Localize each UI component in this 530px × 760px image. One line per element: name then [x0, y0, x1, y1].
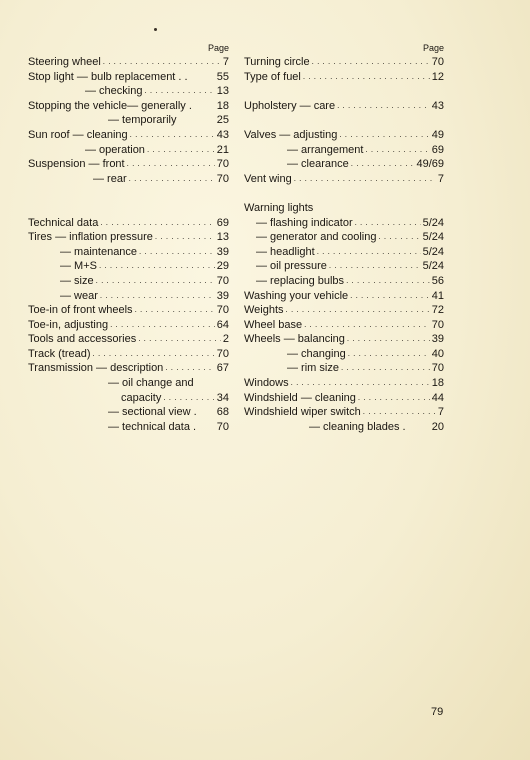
entry-page-number: 12	[431, 70, 444, 83]
dot-leader	[103, 54, 221, 70]
entry-page-number: 55	[216, 70, 229, 83]
dot-leader	[147, 142, 215, 158]
dot-leader	[100, 288, 215, 304]
entry-label: — rim size	[287, 362, 339, 375]
entry-page-number: 21	[216, 143, 229, 156]
dot-leader	[99, 258, 215, 274]
index-entry	[28, 274, 229, 289]
dot-leader	[93, 346, 215, 362]
index-entry	[28, 143, 229, 158]
entry-page-number: 69	[216, 216, 229, 229]
entry-label: Technical data	[28, 216, 99, 229]
dot-leader	[365, 142, 429, 158]
entry-label: — rear	[93, 172, 127, 185]
entry-page-number: 5/24	[422, 231, 444, 244]
entry-page-number: 7	[437, 172, 444, 185]
index-entry	[28, 391, 229, 406]
entry-label: — generator and cooling	[256, 231, 377, 244]
index-entry	[28, 99, 229, 114]
entry-page-number: 70	[431, 362, 444, 375]
entry-page-number: 18	[431, 377, 444, 390]
index-entry	[28, 230, 229, 245]
index-entry	[244, 274, 444, 289]
index-entry	[244, 318, 444, 333]
dot-leader	[130, 127, 215, 143]
spacer	[244, 186, 444, 201]
entry-page-number: 20	[431, 420, 444, 433]
entry-label: Transmission — description	[28, 362, 164, 375]
column-header-page: Page	[422, 43, 444, 53]
entry-label: — changing	[287, 347, 346, 360]
entry-page-number: 43	[216, 128, 229, 141]
entry-page-number: 13	[216, 85, 229, 98]
entry-label: Type of fuel	[244, 70, 301, 83]
index-entry	[244, 361, 444, 376]
index-entry	[28, 420, 229, 435]
index-entry	[244, 230, 444, 245]
index-entry	[244, 201, 444, 216]
index-entry	[244, 172, 444, 187]
ink-speck	[154, 28, 157, 31]
index-entry	[244, 259, 444, 274]
dot-leader	[303, 69, 430, 85]
index-column-left	[28, 41, 229, 434]
dot-leader	[138, 331, 221, 347]
entry-label: — oil change and	[108, 377, 194, 390]
entry-page-number: 70	[216, 172, 229, 185]
entry-page-number: 68	[216, 406, 229, 419]
spacer	[28, 201, 229, 216]
entry-label: Sun roof — cleaning	[28, 128, 128, 141]
entry-label: Windows	[244, 377, 289, 390]
index-entry	[244, 99, 444, 114]
index-entry	[28, 84, 229, 99]
entry-label: Turning circle	[244, 56, 310, 68]
entry-list-left	[28, 55, 229, 434]
entry-label: Washing your vehicle	[244, 289, 349, 302]
entry-page-number: 40	[431, 347, 444, 360]
entry-page-number: 13	[216, 231, 229, 244]
index-entry	[28, 245, 229, 260]
entry-label: Valves — adjusting	[244, 128, 338, 141]
entry-label: Toe-in of front wheels	[28, 304, 133, 317]
entry-page-number: 41	[431, 289, 444, 302]
entry-label: Steering wheel	[28, 56, 101, 68]
index-entry	[244, 289, 444, 304]
entry-page-number: 34	[216, 391, 229, 404]
dot-leader	[135, 302, 215, 318]
dot-leader	[350, 288, 430, 304]
entry-page-number: 72	[431, 304, 444, 317]
entry-page-number: 7	[437, 406, 444, 419]
index-entry	[244, 405, 444, 420]
entry-label: — flashing indicator	[256, 216, 353, 229]
dot-leader	[155, 229, 215, 245]
index-entry	[244, 303, 444, 318]
dot-leader	[286, 302, 430, 318]
entry-label: Windshield wiper switch	[244, 406, 361, 419]
entry-page-number: 18	[216, 99, 229, 112]
dot-leader	[337, 98, 430, 114]
entry-page-number: 43	[431, 99, 444, 112]
entry-label: Stop light — bulb replacement . .	[28, 70, 188, 83]
spacer	[244, 113, 444, 128]
index-entry	[28, 318, 229, 333]
entry-page-number: 70	[216, 420, 229, 433]
dot-leader	[339, 127, 429, 143]
entry-page-number: 7	[222, 56, 229, 68]
dot-leader	[127, 156, 215, 172]
entry-page-number: 56	[431, 274, 444, 287]
dot-leader	[291, 375, 430, 391]
entry-page-number: 5/24	[422, 216, 444, 229]
entry-label: Wheels — balancing	[244, 333, 345, 346]
entry-label: Weights	[244, 304, 284, 317]
index-entry	[244, 143, 444, 158]
index-entry	[244, 376, 444, 391]
dot-leader	[304, 317, 430, 333]
entry-label: — headlight	[256, 245, 315, 258]
entry-label: — clearance	[287, 158, 349, 171]
dot-leader	[312, 54, 430, 70]
index-entry	[244, 128, 444, 143]
dot-leader	[100, 215, 214, 231]
entry-page-number: 49	[431, 128, 444, 141]
column-header-page: Page	[207, 43, 229, 53]
dot-leader	[165, 360, 214, 376]
entry-label: Toe-in, adjusting	[28, 318, 109, 331]
dot-leader	[294, 171, 436, 187]
index-entry	[28, 55, 229, 70]
entry-list-right	[244, 55, 444, 434]
index-entry	[28, 376, 229, 391]
index-entry	[28, 289, 229, 304]
entry-page-number: 29	[216, 260, 229, 273]
index-entry	[244, 420, 444, 435]
index-entry	[28, 332, 229, 347]
index-entry	[28, 128, 229, 143]
entry-label: Windshield — cleaning	[244, 391, 356, 404]
entry-label: — wear	[60, 289, 98, 302]
index-entry	[28, 113, 229, 128]
dot-leader	[110, 317, 215, 333]
dot-leader	[358, 390, 430, 406]
index-entry	[244, 55, 444, 70]
index-entry	[28, 70, 229, 85]
entry-page-number: 70	[431, 318, 444, 331]
index-entry	[244, 216, 444, 231]
entry-label: Stopping the vehicle— generally .	[28, 99, 192, 112]
entry-label: — arrangement	[287, 143, 364, 156]
entry-page-number: 5/24	[422, 245, 444, 258]
index-column-right	[244, 41, 444, 434]
entry-label: — size	[60, 274, 94, 287]
index-entry	[28, 347, 229, 362]
entry-page-number: 2	[222, 333, 229, 346]
entry-label: — checking	[85, 85, 143, 98]
entry-label: Track (tread)	[28, 347, 91, 360]
index-entry	[28, 259, 229, 274]
entry-label: Upholstery — care	[244, 99, 336, 112]
entry-label: — replacing bulbs	[256, 274, 345, 287]
entry-label: — technical data .	[108, 420, 197, 433]
entry-label: — operation	[85, 143, 145, 156]
entry-label: — temporarily	[108, 114, 177, 127]
entry-page-number: 70	[216, 274, 229, 287]
entry-label: Tires — inflation pressure	[28, 231, 153, 244]
entry-page-number: 70	[216, 158, 229, 171]
dot-leader	[346, 273, 430, 289]
entry-label: Wheel base	[244, 318, 303, 331]
index-entry	[244, 70, 444, 85]
entry-page-number: 39	[216, 289, 229, 302]
dot-leader	[96, 273, 215, 289]
dot-leader	[378, 229, 420, 245]
entry-label: capacity	[121, 391, 162, 404]
dot-leader	[348, 346, 430, 362]
entry-page-number: 49/69	[416, 158, 444, 171]
entry-page-number: 69	[431, 143, 444, 156]
dot-leader	[129, 171, 215, 187]
dot-leader	[317, 244, 421, 260]
dot-leader	[351, 156, 415, 172]
dot-leader	[139, 244, 215, 260]
index-entry	[244, 332, 444, 347]
dot-leader	[144, 83, 214, 99]
entry-page-number: 44	[431, 391, 444, 404]
index-entry	[244, 245, 444, 260]
entry-page-number: 39	[216, 245, 229, 258]
spacer	[28, 186, 229, 201]
entry-page-number: 64	[216, 318, 229, 331]
entry-label: — M+S	[60, 260, 97, 273]
entry-label: — sectional view .	[108, 406, 197, 419]
entry-page-number: 25	[216, 114, 229, 127]
dot-leader	[363, 404, 436, 420]
dot-leader	[355, 215, 421, 231]
entry-page-number: 39	[431, 333, 444, 346]
dot-leader	[347, 331, 430, 347]
index-entry	[244, 157, 444, 172]
entry-label: — cleaning blades .	[309, 420, 406, 433]
entry-page-number: 70	[431, 56, 444, 68]
index-entry	[28, 405, 229, 420]
index-entry	[244, 391, 444, 406]
page-number: 79	[431, 706, 444, 718]
entry-label: Suspension — front	[28, 158, 125, 171]
index-entry	[28, 172, 229, 187]
spacer	[244, 84, 444, 99]
entry-page-number: 5/24	[422, 260, 444, 273]
dot-leader	[341, 360, 430, 376]
index-entry	[28, 157, 229, 172]
entry-label: Vent wing	[244, 172, 292, 185]
entry-page-number: 70	[216, 304, 229, 317]
dot-leader	[329, 258, 421, 274]
index-entry	[28, 303, 229, 318]
entry-label: Tools and accessories	[28, 333, 137, 346]
entry-page-number: 67	[216, 362, 229, 375]
index-entry	[244, 347, 444, 362]
entry-label: Warning lights	[244, 201, 314, 214]
entry-label: — oil pressure	[256, 260, 327, 273]
dot-leader	[163, 390, 214, 406]
index-entry	[28, 216, 229, 231]
entry-page-number: 70	[216, 347, 229, 360]
entry-label: — maintenance	[60, 245, 138, 258]
index-entry	[28, 361, 229, 376]
